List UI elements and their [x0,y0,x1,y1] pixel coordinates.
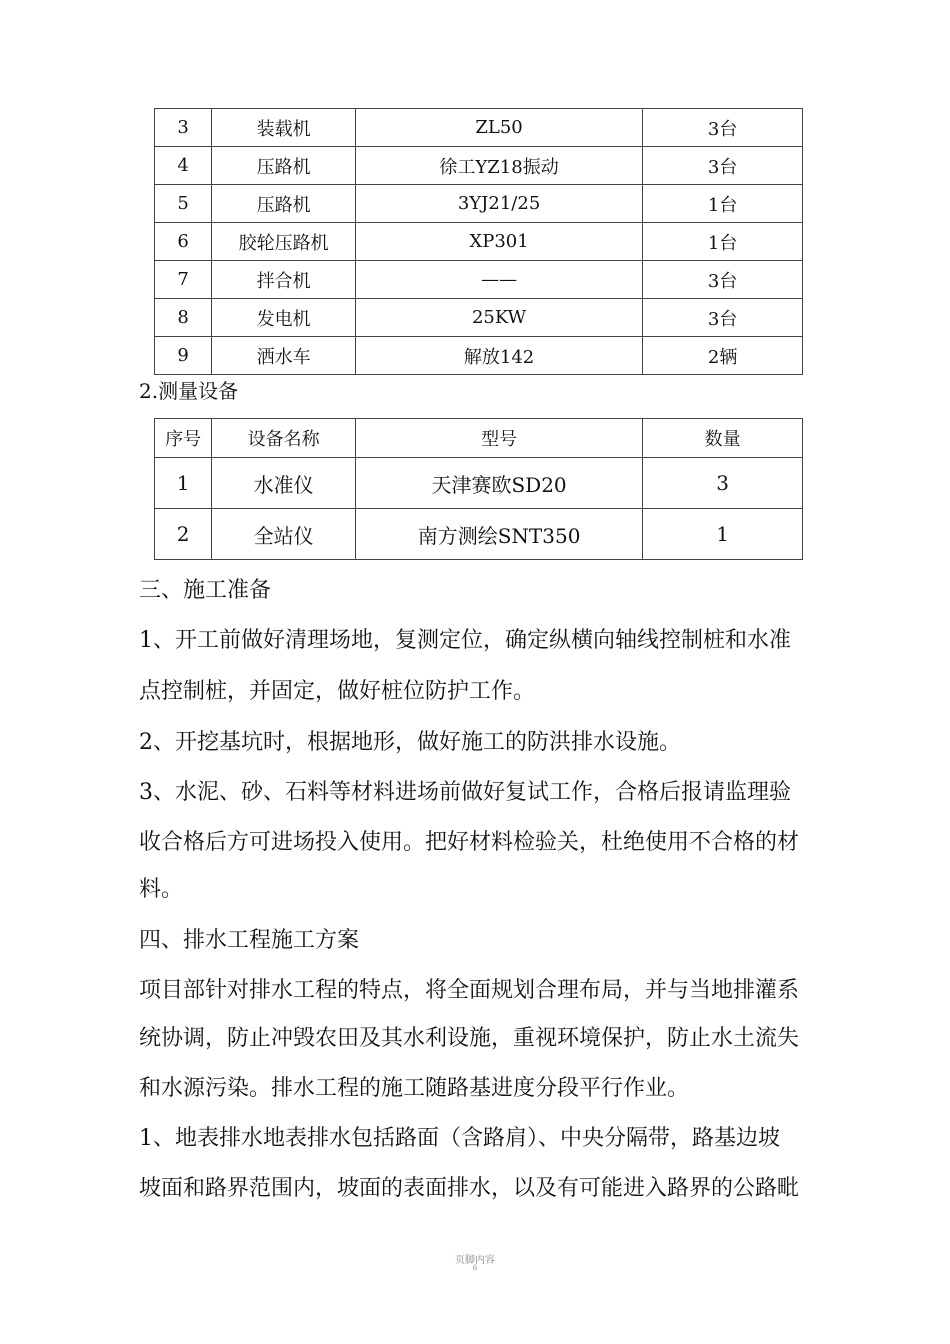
equipment-quantity: 1台 [643,223,803,261]
equipment-model: 天津赛欧SD20 [355,458,642,509]
header-cell: 数量 [643,419,803,458]
equipment-quantity: 1台 [643,185,803,223]
equipment-name: 拌合机 [212,261,356,299]
row-number: 8 [155,299,212,337]
section-heading-construction-prep: 三、施工准备 [139,578,272,603]
paragraph-line: 坡面和路界范围内，坡面的表面排水，以及有可能进入路界的公路毗 [139,1176,800,1201]
equipment-name: 胶轮压路机 [212,223,356,261]
equipment-name: 压路机 [212,147,356,185]
table-row [155,223,803,261]
row-number: 4 [155,147,212,185]
equipment-quantity: 3台 [643,299,803,337]
paragraph-line: 料。 [139,877,184,902]
table-row [155,147,803,185]
paragraph-line: 3、水泥、砂、石料等材料进场前做好复试工作，合格后报请监理验 [139,780,791,805]
table-header-row [155,419,803,458]
equipment-table [154,108,803,375]
paragraph-line: 2、开挖基坑时，根据地形，做好施工的防洪排水设施。 [139,730,681,755]
row-number: 2 [155,509,212,560]
row-number: 1 [155,458,212,509]
equipment-quantity: 1 [643,509,803,560]
table-row [155,185,803,223]
equipment-model: ZL50 [355,109,642,147]
row-number: 5 [155,185,212,223]
equipment-quantity: 3台 [643,109,803,147]
section-heading-drainage: 四、排水工程施工方案 [139,928,360,953]
equipment-name: 洒水车 [212,337,356,375]
equipment-name: 压路机 [212,185,356,223]
row-number: 3 [155,109,212,147]
paragraph-line: 1、开工前做好清理场地，复测定位，确定纵横向轴线控制桩和水准 [139,628,791,653]
paragraph-line: 点控制桩，并固定，做好桩位防护工作。 [139,679,536,704]
header-cell: 序号 [155,419,212,458]
equipment-model: XP301 [355,223,642,261]
equipment-model: 25KW [355,299,642,337]
header-cell: 型号 [355,419,642,458]
paragraph-line: 和水源污染。排水工程的施工随路基进度分段平行作业。 [139,1076,690,1101]
table-row [155,109,803,147]
header-cell: 设备名称 [212,419,356,458]
table-row [155,458,803,509]
paragraph-line: 1、地表排水地表排水包括路面（含路肩）、中央分隔带，路基边坡 [139,1126,780,1151]
section-heading-survey-equipment: 2.测量设备 [139,379,239,403]
equipment-name: 装载机 [212,109,356,147]
equipment-name: 发电机 [212,299,356,337]
table-row [155,261,803,299]
equipment-model: 徐工YZ18振动 [355,147,642,185]
equipment-model: 3YJ21/25 [355,185,642,223]
equipment-quantity: 3台 [643,147,803,185]
paragraph-line: 收合格后方可进场投入使用。把好材料检验关，杜绝使用不合格的材 [139,830,800,855]
equipment-model: —— [355,261,642,299]
equipment-name: 水准仪 [212,458,356,509]
page-number: 6 [472,1264,478,1272]
equipment-name: 全站仪 [212,509,356,560]
paragraph-line: 统协调，防止冲毁农田及其水利设施，重视环境保护，防止水土流失 [139,1026,800,1051]
table-row [155,509,803,560]
row-number: 7 [155,261,212,299]
equipment-quantity: 3 [643,458,803,509]
footer-text: 页脚内容 [455,1255,495,1266]
paragraph-line: 项目部针对排水工程的特点，将全面规划合理布局，并与当地排灌系 [139,978,800,1003]
row-number: 6 [155,223,212,261]
equipment-quantity: 2辆 [643,337,803,375]
table-row [155,299,803,337]
equipment-quantity: 3台 [643,261,803,299]
equipment-model: 南方测绘SNT350 [355,509,642,560]
table-row [155,337,803,375]
equipment-model: 解放142 [355,337,642,375]
row-number: 9 [155,337,212,375]
survey-equipment-table [154,418,803,560]
